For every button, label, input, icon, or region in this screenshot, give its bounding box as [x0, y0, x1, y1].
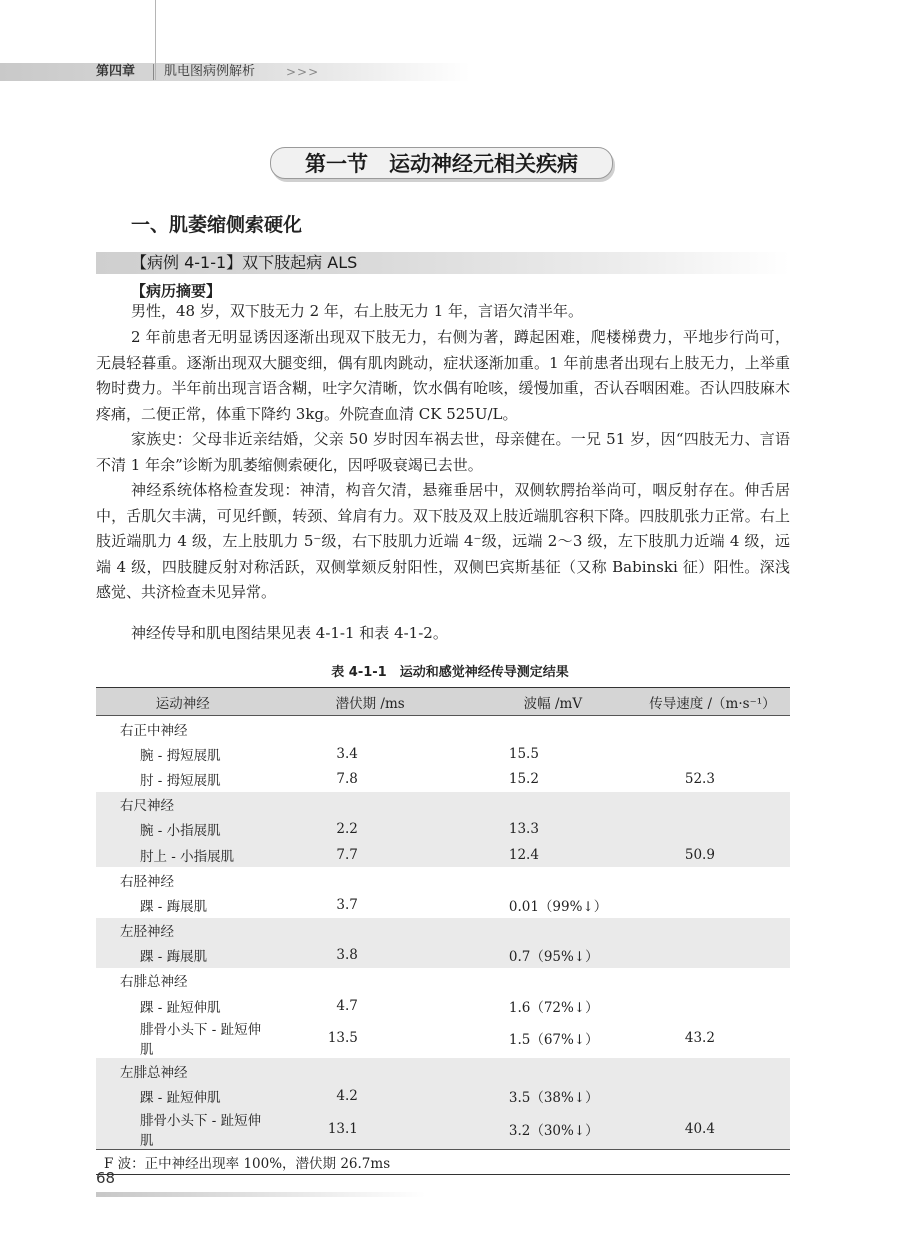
amplitude-value: 13.3	[471, 817, 635, 842]
stimulation-site: 踝 - 踇展肌	[96, 943, 269, 968]
stimulation-site: 腓骨小头下 - 趾短伸肌	[96, 1109, 269, 1150]
latency-value: 3.7	[336, 896, 358, 913]
velocity-value	[635, 993, 790, 1018]
stimulation-site: 腓骨小头下 - 趾短伸肌	[140, 1022, 262, 1059]
nerve-group-row	[96, 1058, 790, 1083]
table-footnote: F 波：正中神经出现率 100%，潜伏期 26.7ms	[96, 1149, 790, 1174]
nerve-name: 左腓总神经	[96, 1058, 269, 1083]
table-row	[96, 1083, 790, 1108]
latency-value: 7.7	[269, 842, 470, 867]
stimulation-site: 腕 - 小指展肌	[96, 817, 269, 842]
nerve-group-row	[96, 792, 790, 817]
paragraph-results-ref: 神经传导和肌电图结果见表 4-1-1 和表 4-1-2。	[131, 624, 448, 642]
table-row	[96, 1018, 790, 1058]
header-arrows-icon: >>>	[286, 65, 320, 79]
paragraph-history: 2 年前患者无明显诱因逐渐出现双下肢无力，右侧为著，蹲起困难，爬楼梯费力，平地步行尚可，无晨轻暮重。逐渐出现双大腿变细，偶有肌肉跳动，症状逐渐加重。1 年前患者出现右上肢无力，上举重物时费力。半年前出现言语含糊，吐字欠清晰，饮水偶有呛咳，缓慢加重，否认吞咽困难。否认四肢麻木疼痛，二便正常，体重下降约 3kg。外院查血清 CK 525U/L。	[96, 328, 790, 423]
stimulation-site: 踝 - 踇展肌	[140, 898, 208, 915]
nerve-name: 右胫神经	[120, 873, 174, 890]
column-header-amplitude: 波幅 /mV	[471, 688, 635, 716]
header-separator	[153, 64, 154, 80]
amplitude-value: 3.2（30%↓）	[471, 1109, 635, 1150]
velocity-value: 43.2	[684, 1030, 715, 1047]
amplitude-value: 1.6（72%↓）	[508, 999, 599, 1016]
velocity-value: 40.4	[635, 1109, 790, 1150]
table-caption: 表 4-1-1 运动和感觉神经传导测定结果	[331, 665, 569, 680]
latency-value: 4.7	[336, 997, 358, 1014]
paragraph-neuro-exam: 神经系统体格检查发现：神清，构音欠清，悬雍垂居中，双侧软腭抬举尚可，咽反射存在。伸舌居中，舌肌欠丰满，可见纤颤，转颈、耸肩有力。双下肢及双上肢近端肌容积下降。四肢肌张力正常。右上肢近端肌力 4 级，左上肢肌力 5⁻级，右下肢肌力近端 4⁻级，远端 2～3 级，左下肢肌力近端 4 级，远端 4 级，四肢腱反射对称活跃，双侧掌颏反射阳性，双侧巴宾斯基征（又称 Babinski 征）阳性。深浅感觉、共济检查未见异常。	[96, 481, 790, 601]
book-title: 肌电图病例解析	[164, 64, 256, 79]
nerve-name: 右尺神经	[96, 792, 269, 817]
column-header-nerve: 运动神经	[96, 688, 269, 716]
amplitude-value: 12.4	[471, 842, 635, 867]
stimulation-site: 肘 - 拇短展肌	[140, 772, 221, 789]
table-row	[96, 943, 790, 968]
nerve-group-row	[96, 716, 790, 742]
stimulation-site: 腕 - 拇短展肌	[140, 747, 221, 764]
header-divider-line	[155, 0, 156, 80]
velocity-value: 52.3	[684, 770, 715, 787]
latency-value: 4.2	[269, 1083, 470, 1108]
velocity-value	[635, 817, 790, 842]
velocity-value: 50.9	[635, 842, 790, 867]
velocity-value	[635, 943, 790, 968]
amplitude-value: 3.5（38%↓）	[471, 1083, 635, 1108]
latency-value: 2.2	[269, 817, 470, 842]
table-row	[96, 817, 790, 842]
table-footnote-row	[96, 1149, 790, 1174]
latency-value: 3.4	[336, 745, 358, 762]
stimulation-site: 踝 - 趾短伸肌	[96, 1083, 269, 1108]
latency-value: 3.8	[269, 943, 470, 968]
latency-value: 7.8	[336, 770, 358, 787]
chapter-label: 第四章	[96, 64, 136, 79]
table-body	[96, 716, 790, 1150]
table-row	[96, 842, 790, 867]
amplitude-value: 15.2	[508, 770, 539, 787]
amplitude-value: 1.5（67%↓）	[508, 1032, 599, 1049]
latency-value: 13.1	[269, 1109, 470, 1150]
table-row	[96, 892, 790, 917]
nerve-group-row	[96, 918, 790, 943]
nerve-name: 右正中神经	[120, 722, 188, 739]
stimulation-site: 肘上 - 小指展肌	[96, 842, 269, 867]
nerve-conduction-table	[96, 687, 790, 1175]
footer-band	[96, 1192, 426, 1197]
amplitude-value: 0.7（95%↓）	[471, 943, 635, 968]
paragraph-summary: 男性，48 岁，双下肢无力 2 年，右上肢无力 1 年，言语欠清半年。	[131, 302, 584, 320]
subsection-title: 一、肌萎缩侧索硬化	[131, 214, 303, 236]
nerve-group-row	[96, 867, 790, 892]
table-row	[96, 1109, 790, 1150]
nerve-name: 左胫神经	[96, 918, 269, 943]
column-header-latency: 潜伏期 /ms	[269, 688, 470, 716]
nerve-group-row	[96, 968, 790, 993]
page-number: 68	[96, 1169, 116, 1187]
column-header-velocity: 传导速度 /（m·s⁻¹）	[635, 688, 790, 716]
nerve-name: 右腓总神经	[120, 974, 188, 991]
stimulation-site: 踝 - 趾短伸肌	[140, 999, 221, 1016]
table-row	[96, 993, 790, 1018]
table-row	[96, 766, 790, 791]
amplitude-value: 15.5	[508, 745, 539, 762]
paragraph-family-history: 家族史：父母非近亲结婚，父亲 50 岁时因车祸去世，母亲健在。一兄 51 岁，因“四肢无力、言语不清 1 年余”诊断为肌萎缩侧索硬化，因呼吸衰竭已去世。	[96, 430, 790, 474]
amplitude-value: 0.01（99%↓）	[508, 898, 608, 915]
abstract-label: 【病历摘要】	[131, 282, 222, 300]
section-title: 第一节 运动神经元相关疾病	[270, 147, 613, 179]
velocity-value	[635, 1083, 790, 1108]
table-header-row	[96, 688, 790, 716]
velocity-value	[635, 892, 790, 917]
table-row	[96, 741, 790, 766]
case-title: 【病例 4-1-1】双下肢起病 ALS	[131, 253, 358, 272]
velocity-value	[635, 741, 790, 766]
latency-value: 13.5	[327, 1030, 358, 1047]
